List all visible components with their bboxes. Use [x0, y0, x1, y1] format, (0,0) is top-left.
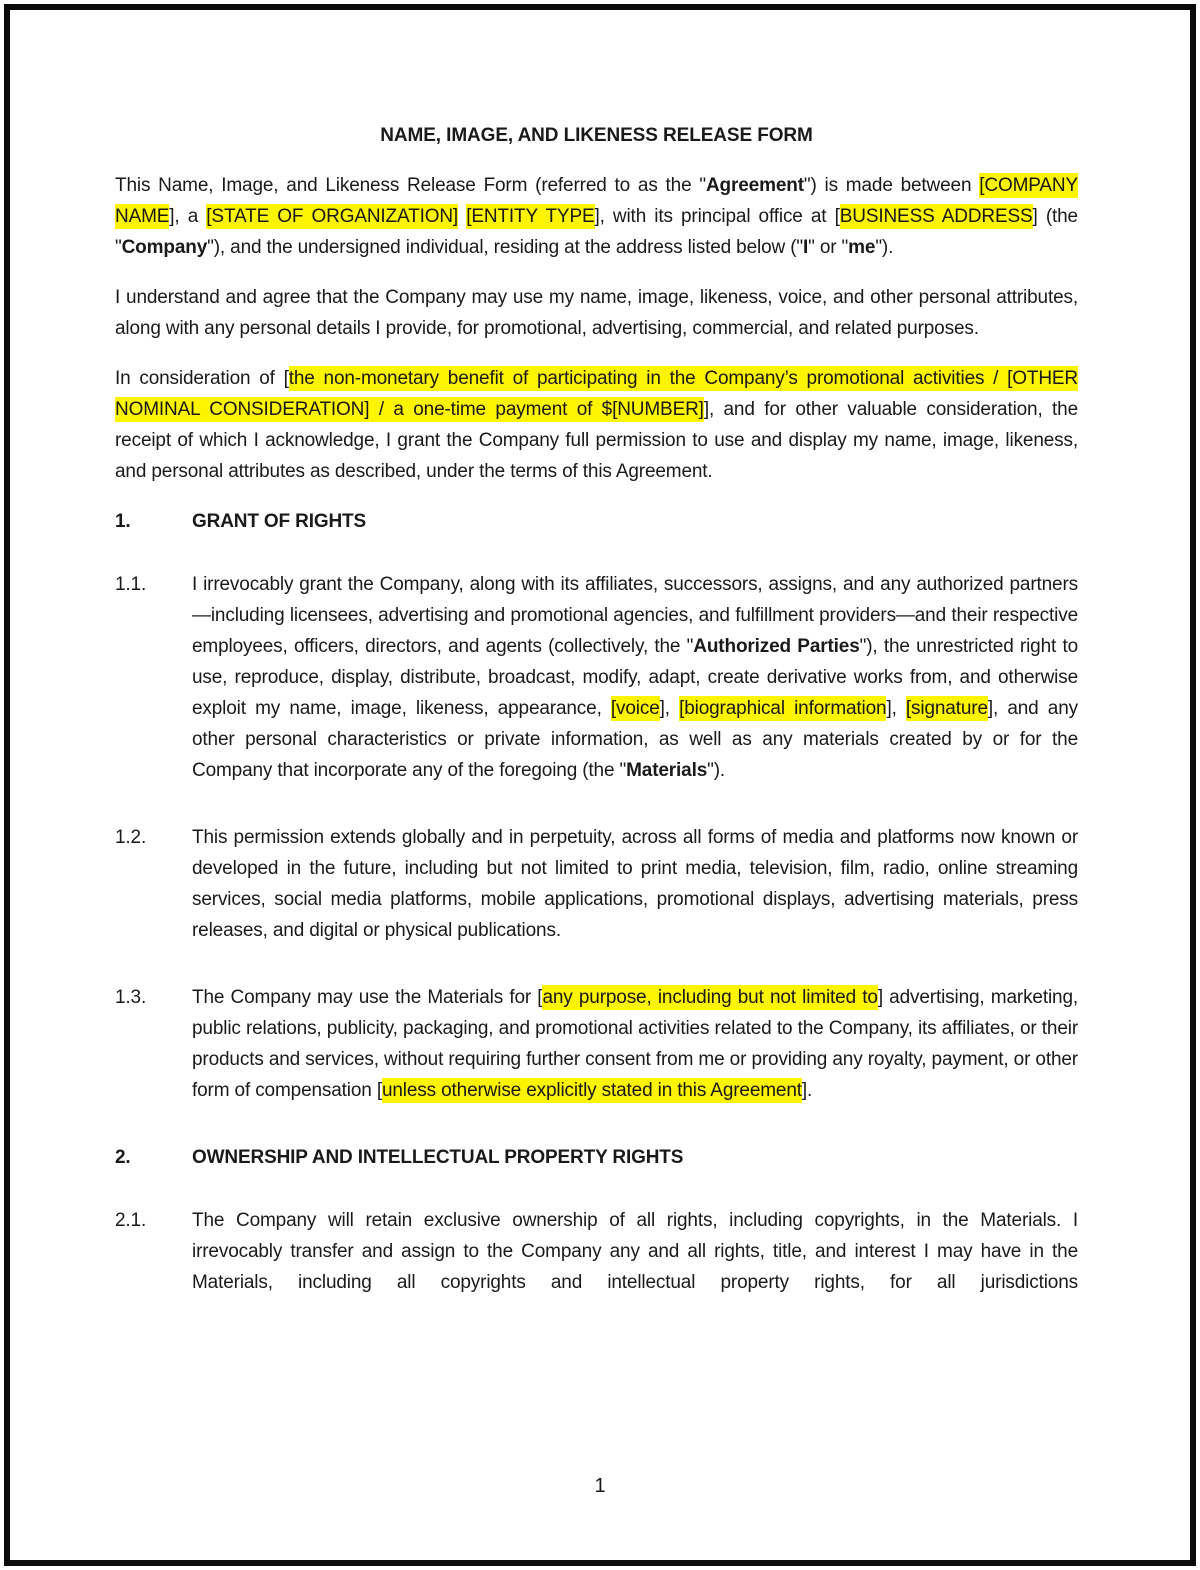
- clause-text: [115, 282, 1078, 344]
- text-run: This Name, Image, and Likeness Release Form (referred to as the ": [115, 175, 706, 196]
- document-content: [10, 10, 1190, 1298]
- section-heading: [115, 1142, 1078, 1173]
- highlighted-placeholder: the non-monetary benefit of participating in the Company’s promotional activities / [OTHER NOMINAL CONSIDERATION] / a one-time payment of $[NUMBER]: [115, 368, 1078, 420]
- text-run: GRANT OF RIGHTS: [192, 511, 367, 532]
- text-run: ], a: [169, 206, 207, 227]
- bold-text: Materials: [626, 760, 708, 781]
- bold-text: Agreement: [705, 175, 804, 196]
- highlighted-placeholder: any purpose, including but not limited to: [542, 987, 878, 1008]
- text-run: " or ": [808, 237, 849, 258]
- highlighted-placeholder: BUSINESS ADDRESS: [839, 206, 1033, 227]
- text-run: "), and the undersigned individual, residing at the address listed below (": [207, 237, 803, 258]
- text-run: The Company will retain exclusive ownership of all rights, including copyrights, in the Materials. I irrevocably transfer and assign to the Company any and all rights, title, and interest I may have in the Materials, including all copyrights and intellectual property rights, for all jurisdictions: [192, 1210, 1078, 1293]
- clause-text: [192, 982, 1078, 1106]
- clause-text: [115, 170, 1078, 263]
- text-run: The Company may use the Materials for [: [192, 987, 543, 1008]
- bold-text: Authorized Parties: [693, 636, 860, 657]
- section-heading: [115, 506, 1078, 537]
- clause-text: [192, 822, 1078, 946]
- text-run: ].: [801, 1080, 813, 1101]
- bold-text: I: [802, 237, 809, 258]
- paragraph: [115, 363, 1078, 487]
- bold-text: me: [848, 237, 876, 258]
- document-page: [4, 4, 1196, 1566]
- text-run: ], and for other valuable consideration, the receipt of which I acknowledge, I grant the Company full permission to use and display my name, image, likeness, and personal attributes as described, under the terms of this Agreement.: [115, 399, 1079, 482]
- clause-text: [115, 363, 1078, 487]
- highlighted-placeholder: [COMPANY NAME: [115, 175, 1078, 227]
- clause-text: [192, 1205, 1078, 1298]
- text-run: OWNERSHIP AND INTELLECTUAL PROPERTY RIGHTS: [192, 1147, 684, 1168]
- text-run: ],: [659, 698, 680, 719]
- numbered-clause: [115, 982, 1078, 1106]
- document-title: NAME, IMAGE, AND LIKENESS RELEASE FORM: [380, 125, 813, 146]
- section-heading-text: [192, 506, 1078, 537]
- text-run: I understand and agree that the Company may use my name, image, likeness, voice, and other personal attributes, along with any personal details I provide, for promotional, advertising, commercial, and related purposes.: [115, 287, 1078, 339]
- text-run: ] (the ": [115, 206, 1078, 258]
- highlighted-placeholder: [signature: [905, 698, 988, 719]
- text-run: ], with its principal office at [: [594, 206, 840, 227]
- text-run: I irrevocably grant the Company, along with its affiliates, successors, assigns, and any authorized partners—including licensees, advertising and promotional agencies, and fulfillment providers—and their respective employees, officers, directors, and agents (collectively, the ": [192, 574, 1078, 657]
- highlighted-placeholder: [voice: [610, 698, 660, 719]
- text-run: ] advertising, marketing, public relations, publicity, packaging, and promotional activities related to the Company, its affiliates, or their products and services, without requiring further consent from me or providing any royalty, payment, or other form of compensation [: [192, 987, 1078, 1101]
- text-run: ").: [875, 237, 894, 258]
- numbered-clause: [115, 822, 1078, 946]
- section-heading-text: [192, 1142, 1078, 1173]
- page-number: 1: [594, 1475, 606, 1497]
- clause-number: 2.: [115, 1147, 131, 1168]
- clause-number: 1.1.: [115, 574, 147, 595]
- document-body: [115, 170, 1078, 1298]
- text-run: ").: [707, 760, 726, 781]
- highlighted-placeholder: [ENTITY TYPE: [466, 206, 595, 227]
- clause-number: 2.1.: [115, 1210, 147, 1231]
- text-run: In consideration of [: [115, 368, 289, 389]
- text-run: ], and any other personal characteristics or private information, as well as any materials created by or for the Company that incorporate any of the foregoing (the ": [192, 698, 1078, 781]
- clause-number: 1.: [115, 511, 131, 532]
- text-run: "), the unrestricted right to use, reproduce, display, distribute, broadcast, modify, adapt, create derivative works from, and otherwise exploit my name, image, likeness, appearance,: [192, 636, 1079, 719]
- text-run: [458, 206, 466, 227]
- clause-number: 1.3.: [115, 987, 147, 1008]
- paragraph: [115, 282, 1078, 344]
- clause-text: [192, 569, 1078, 786]
- numbered-clause: [115, 1205, 1078, 1298]
- text-run: ],: [886, 698, 906, 719]
- highlighted-placeholder: unless otherwise explicitly stated in this Agreement: [381, 1080, 802, 1101]
- text-run: This permission extends globally and in perpetuity, across all forms of media and platforms now known or developed in the future, including but not limited to print media, television, film, radio, online streaming services, social media platforms, mobile applications, promotional displays, advertising materials, press releases, and digital or physical publications.: [192, 827, 1078, 941]
- numbered-clause: [115, 569, 1078, 786]
- paragraph: [115, 170, 1078, 263]
- clause-number: 1.2.: [115, 827, 147, 848]
- highlighted-placeholder: [biographical information: [679, 698, 887, 719]
- text-run: ") is made between: [803, 175, 980, 196]
- bold-text: Company: [121, 237, 208, 258]
- highlighted-placeholder: [STATE OF ORGANIZATION]: [206, 206, 459, 227]
- page-footer: [10, 1474, 1190, 1498]
